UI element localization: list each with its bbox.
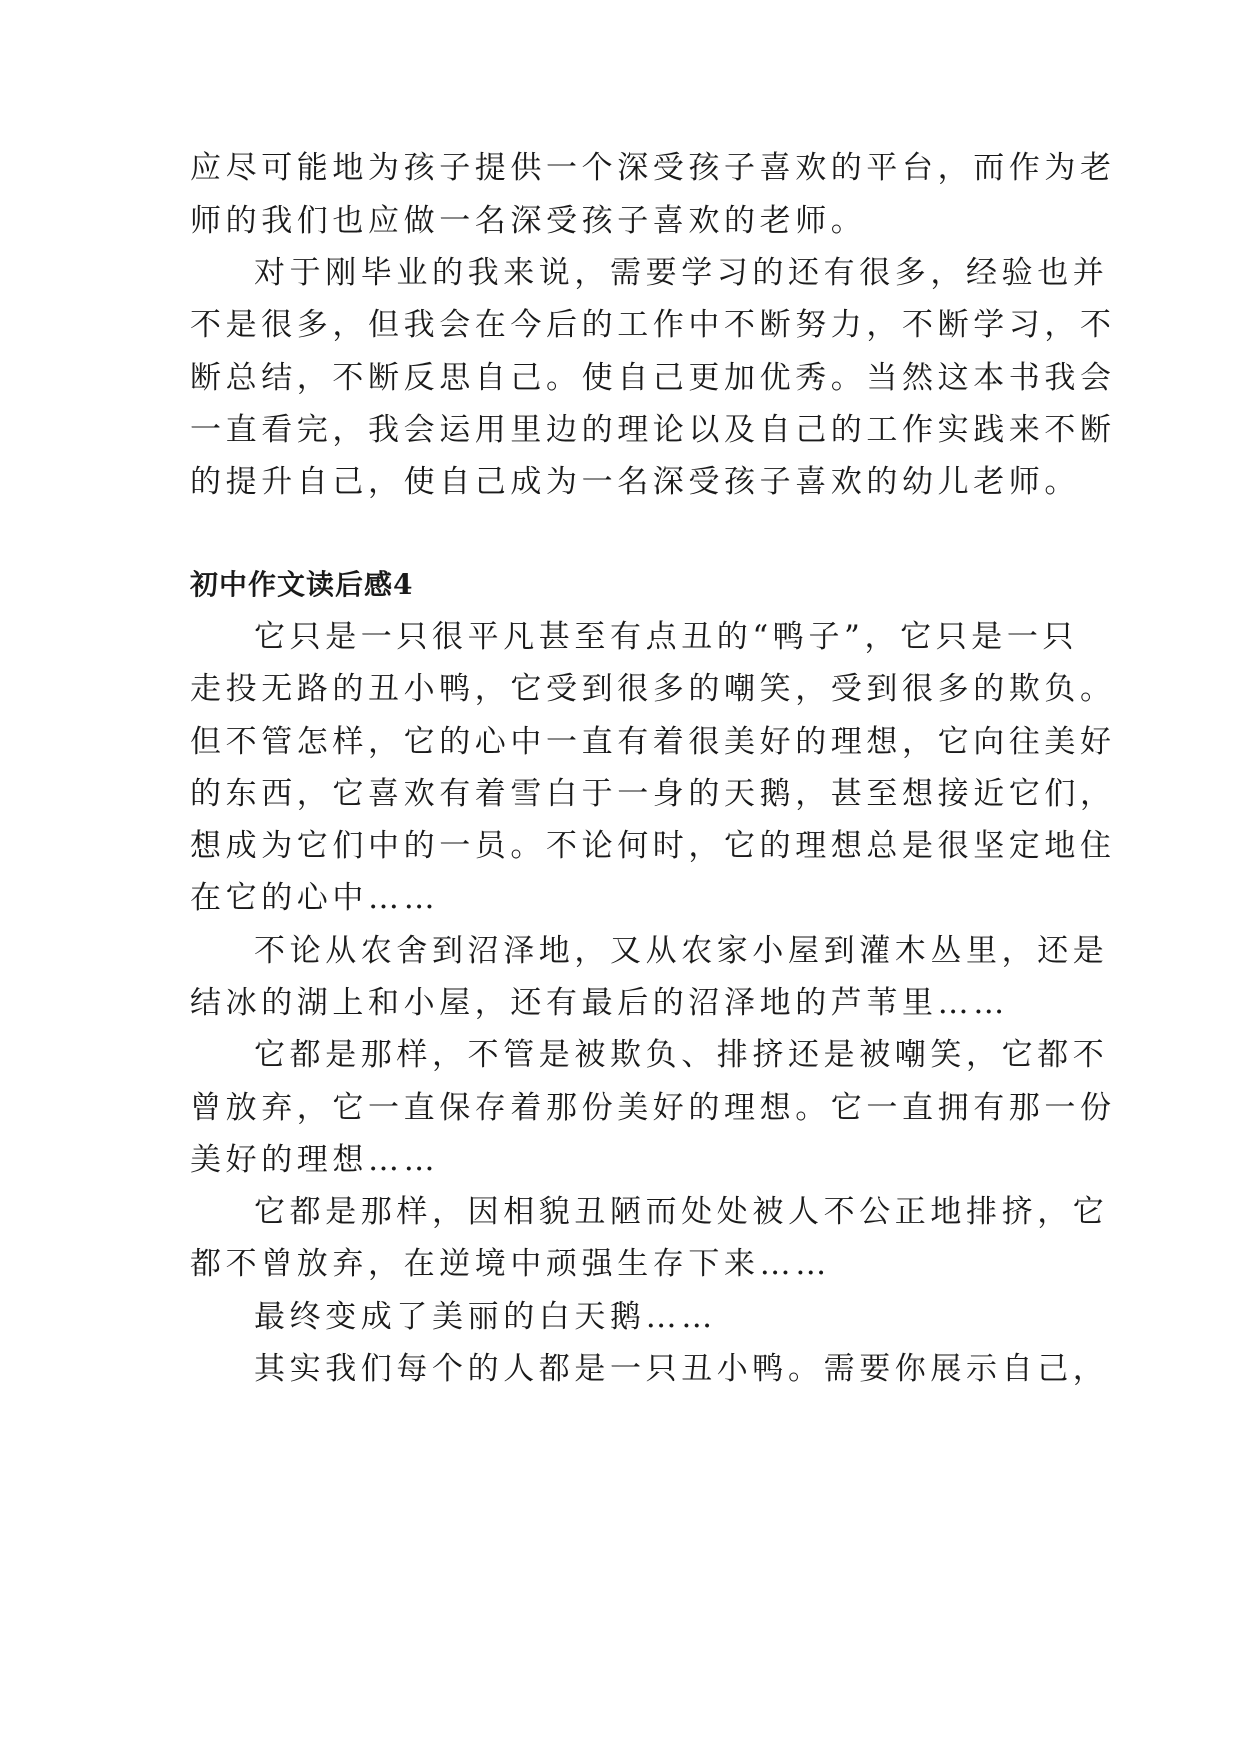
text-line: 的提升自己，使自己成为一名深受孩子喜欢的幼儿老师。: [190, 464, 1080, 500]
text-line: 但不管怎样，它的心中一直有着很美好的理想，它向往美好: [190, 724, 1116, 760]
text-line: 不是很多，但我会在今后的工作中不断努力，不断学习，不: [190, 307, 1116, 343]
text-line: 对于刚毕业的我来说，需要学习的还有很多，经验也并: [254, 255, 1109, 291]
text-line: 最终变成了美丽的白天鹅……: [254, 1299, 717, 1335]
text-line: 走投无路的丑小鸭，它受到很多的嘲笑，受到很多的欺负。: [190, 671, 1116, 707]
section-title: 初中作文读后感4: [190, 568, 414, 601]
text-line: 它只是一只很平凡甚至有点丑的“鸭子”，它只是一只: [254, 619, 1079, 655]
text-line: 曾放弃，它一直保存着那份美好的理想。它一直拥有那一份: [190, 1090, 1116, 1126]
text-line: 它都是那样，因相貌丑陋而处处被人不公正地排挤，它: [254, 1194, 1109, 1230]
text-line: 其实我们每个的人都是一只丑小鸭。需要你展示自己，: [254, 1351, 1109, 1387]
text-line: 美好的理想……: [190, 1142, 440, 1178]
text-line: 断总结，不断反思自己。使自己更加优秀。当然这本书我会: [190, 360, 1116, 396]
text-line: 想成为它们中的一员。不论何时，它的理想总是很坚定地住: [190, 828, 1116, 864]
text-line: 在它的心中……: [190, 880, 440, 916]
text-line: 一直看完，我会运用里边的理论以及自己的工作实践来不断: [190, 412, 1116, 448]
text-line: 应尽可能地为孩子提供一个深受孩子喜欢的平台，而作为老: [190, 150, 1116, 186]
text-line: 结冰的湖上和小屋，还有最后的沼泽地的芦苇里……: [190, 985, 1009, 1021]
text-line: 不论从农舍到沼泽地，又从农家小屋到灌木丛里，还是: [254, 933, 1109, 969]
text-line: 都不曾放弃，在逆境中顽强生存下来……: [190, 1246, 831, 1282]
text-line: 的东西，它喜欢有着雪白于一身的天鹅，甚至想接近它们，: [190, 776, 1116, 812]
text-line: 它都是那样，不管是被欺负、排挤还是被嘲笑，它都不: [254, 1037, 1109, 1073]
text-line: 师的我们也应做一名深受孩子喜欢的老师。: [190, 203, 867, 239]
